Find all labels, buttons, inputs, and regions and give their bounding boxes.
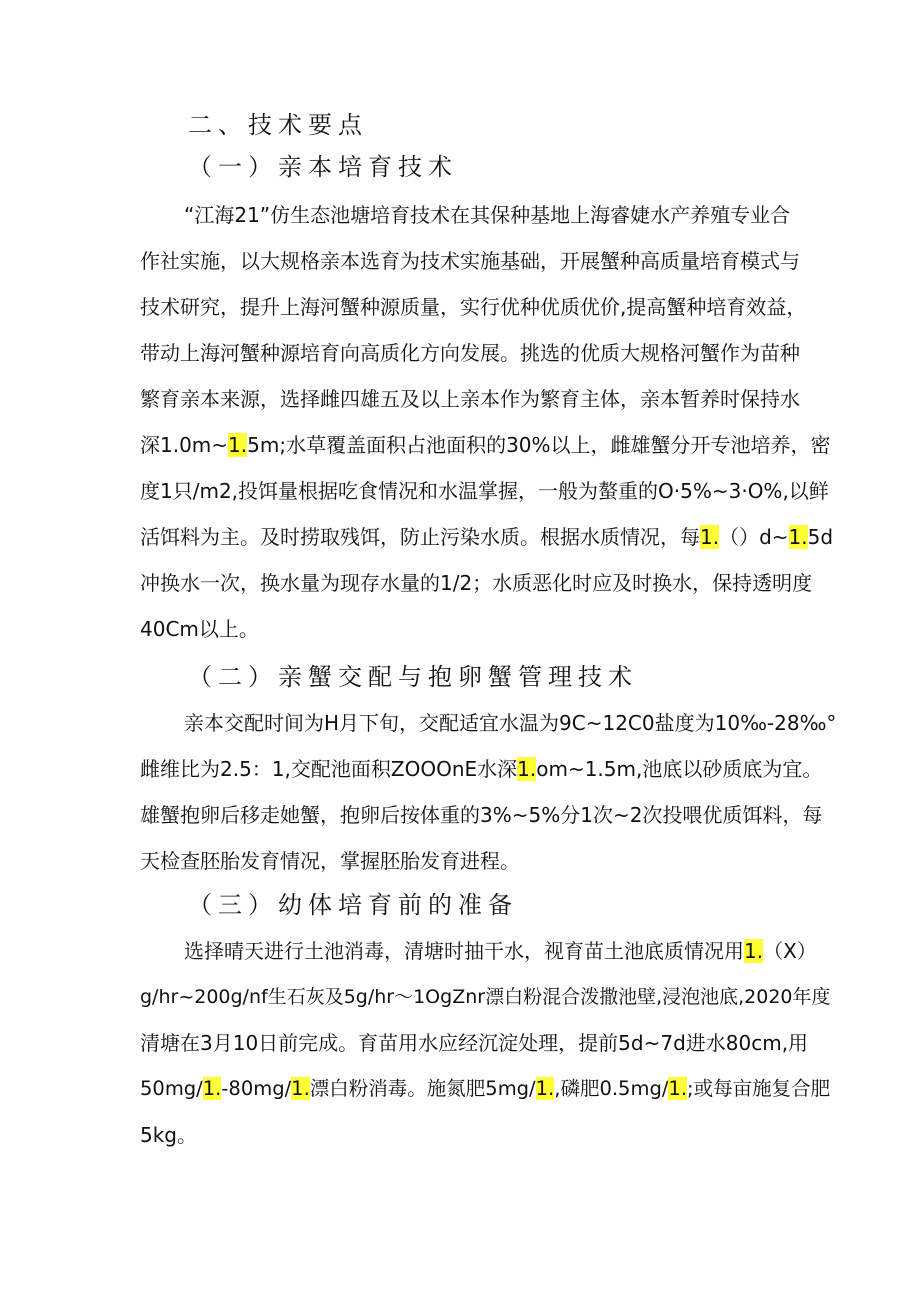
subsection-title-3: （三）幼体培育前的准备 [188, 891, 518, 919]
text-line: 度1只/m2,投饵量根据吃食情况和水温掌握，一般为螯重的O·5%~3·O%,以鲜 [140, 479, 829, 503]
highlight-mark: 1. [788, 525, 808, 549]
text-line: 50mg∕1.-80mg∕1.漂白粉消毒。施氮肥5mg∕1.,磷肥0.5mg∕1.;或每亩施复合肥 [140, 1077, 831, 1100]
text-line: 作社实施，以大规格亲本选育为技术实施基础，开展蟹种高质量培育模式与 [140, 249, 800, 273]
text-line: 技术研究，提升上海河蟹种源质量，实行优种优质优价,提高蟹种培育效益， [140, 295, 807, 319]
text-line: 5kg。 [140, 1123, 198, 1147]
text-line: 带动上海河蟹种源培育向高质化方向发展。挑选的优质大规格河蟹作为苗种 [140, 341, 800, 365]
highlight-mark: 1. [291, 1077, 310, 1100]
text-line: 雌维比为2.5：1,交配池面积ZOOOnE水深1.om~1.5m,池底以砂质底为宜。 [140, 757, 823, 781]
text-line: 选择晴天进行土池消毒，清塘时抽干水，视育苗土池底质情况用1.（X） [184, 939, 817, 963]
text-line: 雄蟹抱卵后移走她蟹，抱卵后按体重的3%~5%分1次~2次投喂优质饵料，每 [140, 803, 823, 827]
subsection-title-2: （二）亲蟹交配与抱卵蟹管理技术 [188, 663, 638, 691]
section-title: 二、技术要点 [188, 111, 368, 139]
text-line: 繁育亲本来源，选择雌四雄五及以上亲本作为繁育主体，亲本暂养时保持水 [140, 387, 800, 411]
highlight-mark: 1. [744, 939, 764, 963]
text-line: g∕hr~200g∕nf生石灰及5g∕hr～1OgZnr漂白粉混合泼撒池壁,浸泡池底,2020年度 [140, 986, 831, 1008]
subsection-title-1: （一）亲本培育技术 [188, 153, 458, 181]
highlight-mark: 1. [668, 1077, 688, 1100]
text-line: 深1.0m~1.5m;水草覆盖面积占池面积的30%以上，雌雄蟹分开专池培养，密 [140, 433, 831, 457]
highlight-mark: 1. [517, 757, 537, 781]
text-line: “江海21”仿生态池塘培育技术在其保种基地上海睿婕水产养殖专业合 [184, 203, 791, 227]
highlight-mark: 1. [228, 433, 248, 457]
text-line: 天检查胚胎发育情况，掌握胚胎发育进程。 [140, 849, 520, 873]
highlight-mark: 1. [202, 1077, 222, 1100]
highlight-mark: 1. [535, 1077, 555, 1100]
text-line: 冲换水一次，换水量为现存水量的1/2；水质恶化时应及时换水，保持透明度 [140, 571, 813, 595]
highlight-mark: 1. [700, 525, 720, 549]
text-line: 活饵料为主。及时捞取残饵，防止污染水质。根据水质情况，每1.（）d~1.5d [140, 525, 834, 549]
text-line: 亲本交配时间为H月下旬，交配适宜水温为9C~12C0盐度为10‰-28‰° [184, 711, 837, 735]
text-line: 清塘在3月10日前完成。育苗用水应经沉淀处理，提前5d~7d进水80cm,用 [140, 1031, 809, 1055]
text-line: 40Cm以上。 [140, 617, 259, 641]
